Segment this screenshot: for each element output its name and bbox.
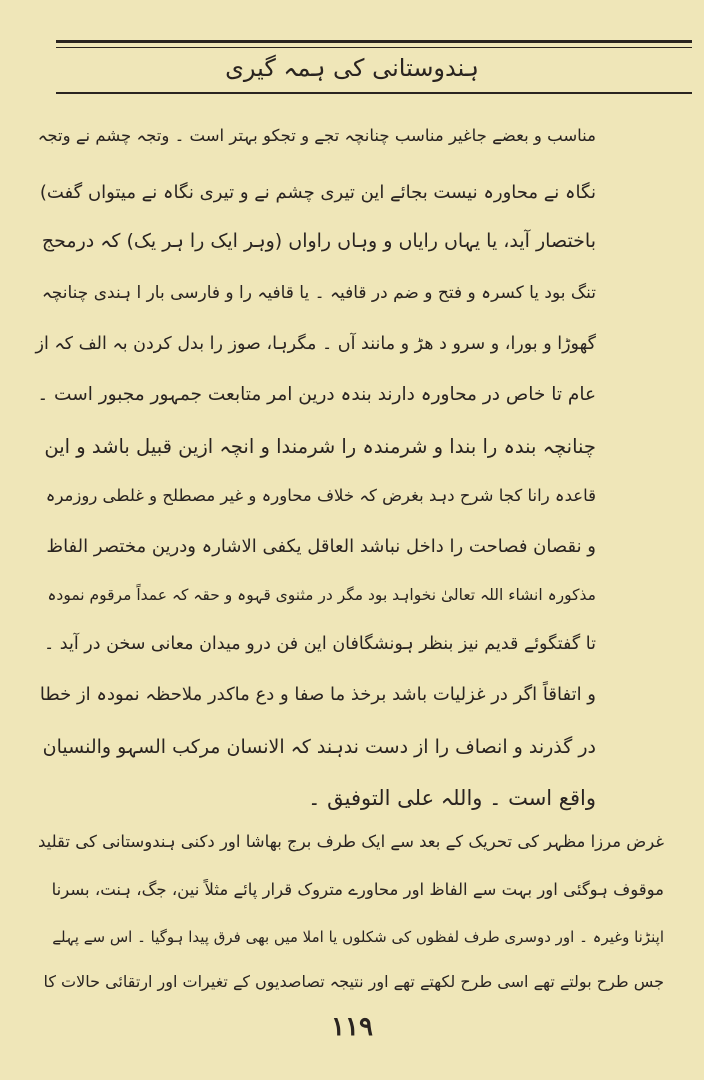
quote-line: واقع است ۔ واللہ علی التوفیق ۔ — [308, 786, 596, 810]
quote-line: در گذرند و انصاف را از دست ندہند کہ الانسان مرکب السہو والنسیان — [42, 736, 596, 758]
quote-line: چنانچہ بندہ را بندا و شرمندہ را شرمندا و انچہ ازین قبیل باشد و این — [44, 435, 596, 458]
body-line: موقوف ہوگئی اور بہت سے الفاظ اور محاورے متروک قرار پائے مثلاً نین، جگ، ہنت، بسرنا — [51, 880, 664, 899]
header-top-thin-rule — [56, 47, 692, 48]
quote-line: مذکورہ انشاء اللہ تعالیٰ نخواہد بود مگر در مثنوی قہوہ و حقہ کہ عمداً مرقوم نمودہ — [47, 586, 596, 604]
quote-line: گھوڑا و بورا، و سرو د ھڑ و مانند آں ۔ مگرہا، صوز را بدل کردن بہ الف کہ از — [35, 334, 596, 354]
quote-line: تا گفتگوئے قدیم نیز بنظر ہونشگافان این فن درو میدان معانی سخن در آید ۔ — [43, 634, 596, 654]
header-top-rule — [56, 40, 692, 43]
body-line: غرض مرزا مظہر کی تحریک کے بعد سے ایک طرف برج بھاشا اور دکنی ہندوستانی کی تقلید — [37, 832, 664, 851]
quote-line: مناسب و بعضے جاغیر مناسب چنانچہ تجے و تجکو بہتر است ۔ وتجہ چشم نے وتجہ — [37, 126, 596, 145]
quote-line: باختصار آید، یا یہاں رایاں و وہاں راواں (وہر ایک را ہر یک) کہ درمحج — [41, 230, 596, 252]
quote-line: عام تا خاص در محاورہ دارند بندہ درین امر متابعت جمہور مجبور است ۔ — [37, 384, 596, 405]
quote-line: تنگ بود یا کسرہ و فتح و ضم در قافیہ ۔ یا قافیہ را و فارسی بار ا ہندی چنانچہ — [41, 283, 596, 303]
quote-line: و نقصان فصاحت را داخل نباشد العاقل یکفی الاشارہ ودرین مختصر الفاظ — [46, 536, 596, 557]
quote-line: نگاہ نے محاورہ نیست بجائے این تیری چشم نے و تیری نگاہ نے میتواں گفت) — [39, 182, 596, 203]
quote-line: قاعدہ رانا کجا شرح دہد بغرض کہ خلاف محاورہ و غیر مصطلح و غلطی روزمرہ — [45, 486, 596, 505]
body-line: جس طرح بولتے تھے اسی طرح لکھتے تھے اور نتیجہ تصاصدیوں کے تغیرات اور ارتقائی حالات کا — [43, 972, 664, 991]
running-header-title: ہندوستانی کی ہمہ گیری — [225, 54, 479, 82]
page-number: ۱۱۹ — [331, 1012, 373, 1042]
header-bottom-rule — [56, 92, 692, 94]
body-line: اپنڑنا وغیرہ ۔ اور دوسری طرف لفظوں کی شکلوں یا املا میں بھی فرق پیدا ہوگیا ۔ اس سے پہلے — [52, 928, 664, 946]
quote-line: و اتفاقاً اگر در غزلیات باشد برخذ ما صفا و دع ماکدر ملاحظہ نمودہ از خطا — [39, 684, 596, 705]
